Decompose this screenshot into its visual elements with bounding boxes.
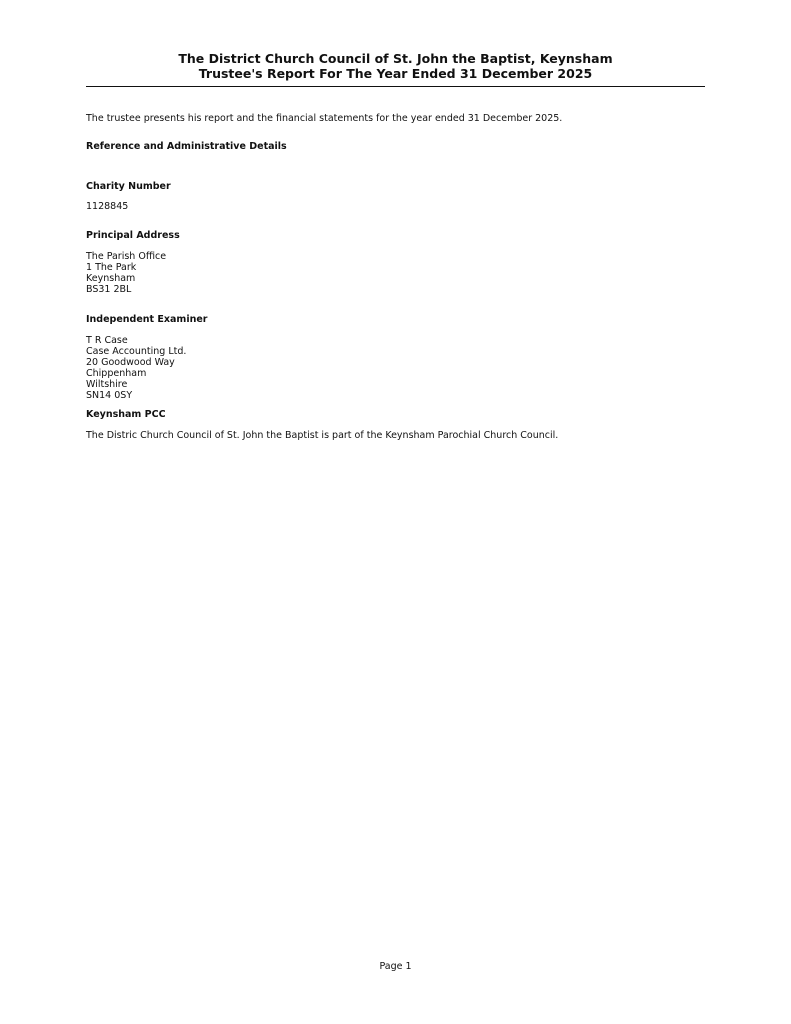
principal-address-heading: Principal Address <box>86 230 180 241</box>
page-number: Page 1 <box>379 961 412 972</box>
examiner-line: Chippenham <box>86 368 147 379</box>
examiner-line: T R Case <box>86 335 128 346</box>
address-line: 1 The Park <box>86 262 137 273</box>
independent-examiner-heading: Independent Examiner <box>86 314 208 325</box>
reference-heading: Reference and Administrative Details <box>86 141 287 152</box>
examiner-line: SN14 0SY <box>86 390 133 401</box>
report-title-line-2: Trustee's Report For The Year Ended 31 December 2025 <box>198 66 593 81</box>
examiner-line: 20 Goodwood Way <box>86 357 175 368</box>
independent-examiner-block <box>86 335 705 401</box>
examiner-line: Case Accounting Ltd. <box>86 346 187 357</box>
address-line: The Parish Office <box>86 251 167 262</box>
keynsham-pcc-text: The Distric Church Council of St. John the Baptist is part of the Keynsham Parochial Church Council. <box>86 430 559 441</box>
document-header <box>86 51 705 81</box>
report-title-line-1: The District Church Council of St. John the Baptist, Keynsham <box>178 51 613 66</box>
header-divider <box>86 86 705 87</box>
report-body <box>86 113 705 441</box>
principal-address-block <box>86 251 705 295</box>
address-line: BS31 2BL <box>86 284 132 295</box>
examiner-line: Wiltshire <box>86 379 128 390</box>
charity-number-heading: Charity Number <box>86 181 171 192</box>
intro-paragraph: The trustee presents his report and the financial statements for the year ended 31 December 2025. <box>86 113 563 124</box>
charity-number-value: 1128845 <box>86 201 129 212</box>
keynsham-pcc-heading: Keynsham PCC <box>86 409 166 420</box>
address-line: Keynsham <box>86 273 136 284</box>
